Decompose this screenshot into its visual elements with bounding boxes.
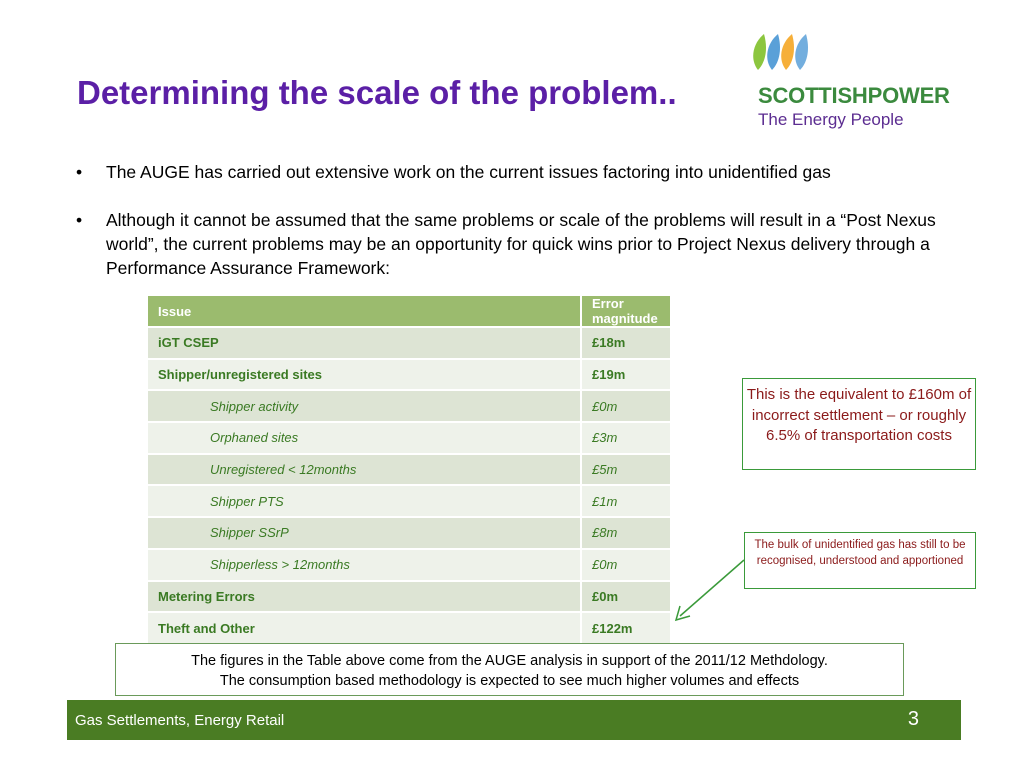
arrow-icon	[660, 550, 750, 625]
value-cell: £5m	[581, 454, 671, 486]
bullet-text: The AUGE has carried out extensive work on the current issues factoring into unidentified gas	[106, 162, 831, 182]
scottishpower-logo	[742, 30, 972, 130]
header-error-magnitude: Error magnitude	[581, 295, 671, 327]
table-row	[147, 359, 671, 391]
issue-cell: Theft and Other	[147, 612, 581, 644]
table-row	[147, 517, 671, 549]
bullet-text: Although it cannot be assumed that the same problems or scale of the problems will result in a “Post Nexus world”, the current problems may be an opportunity for quick wins prior to Project Nexus delivery through a Performance Assurance Framework:	[106, 210, 936, 278]
table-row	[147, 327, 671, 359]
table-row	[147, 422, 671, 454]
issue-cell: Unregistered < 12months	[147, 454, 581, 486]
bullet-marker: •	[76, 210, 83, 230]
value-cell: £0m	[581, 581, 671, 613]
issue-cell: Shipper PTS	[147, 485, 581, 517]
source-footnote	[115, 643, 904, 696]
table-row	[147, 454, 671, 486]
value-cell: £0m	[581, 549, 671, 581]
leaf-logo-icon	[742, 30, 822, 85]
issues-table	[146, 294, 672, 645]
issue-cell: Shipperless > 12months	[147, 549, 581, 581]
issue-cell: Shipper activity	[147, 390, 581, 422]
value-cell: £3m	[581, 422, 671, 454]
value-cell: £0m	[581, 390, 671, 422]
value-cell: £8m	[581, 517, 671, 549]
logo-tagline: The Energy People	[758, 110, 904, 129]
footnote-line: The consumption based methodology is expected to see much higher volumes and effects	[219, 673, 800, 689]
bullet-list	[76, 160, 956, 304]
footer-text: Gas Settlements, Energy Retail	[75, 712, 285, 729]
value-cell: £122m	[581, 612, 671, 644]
equivalent-callout: This is the equivalent to £160m of incorrect settlement – or roughly 6.5% of transportation costs	[742, 378, 976, 470]
header-issue: Issue	[147, 295, 581, 327]
value-cell: £19m	[581, 359, 671, 391]
bullet-item	[76, 160, 956, 184]
table-row	[147, 390, 671, 422]
value-cell: £18m	[581, 327, 671, 359]
table-row	[147, 549, 671, 581]
issue-cell: Shipper/unregistered sites	[147, 359, 581, 391]
footer-bar	[67, 700, 961, 740]
bulk-callout: The bulk of unidentified gas has still to be recognised, understood and apportioned	[744, 532, 976, 589]
table-row	[147, 581, 671, 613]
table-row	[147, 485, 671, 517]
issue-cell: iGT CSEP	[147, 327, 581, 359]
page-number: 3	[907, 708, 919, 730]
value-cell: £1m	[581, 485, 671, 517]
bullet-marker: •	[76, 162, 83, 182]
issue-cell: Shipper SSrP	[147, 517, 581, 549]
issue-cell: Orphaned sites	[147, 422, 581, 454]
slide-title: Determining the scale of the problem..	[77, 74, 677, 111]
table-row	[147, 612, 671, 644]
logo-name: SCOTTISHPOWER	[758, 83, 950, 108]
issue-cell: Metering Errors	[147, 581, 581, 613]
bullet-item	[76, 208, 956, 280]
footnote-line: The figures in the Table above come from the AUGE analysis in support of the 2011/12 Methdology.	[191, 653, 828, 669]
table-header-row	[147, 295, 671, 327]
